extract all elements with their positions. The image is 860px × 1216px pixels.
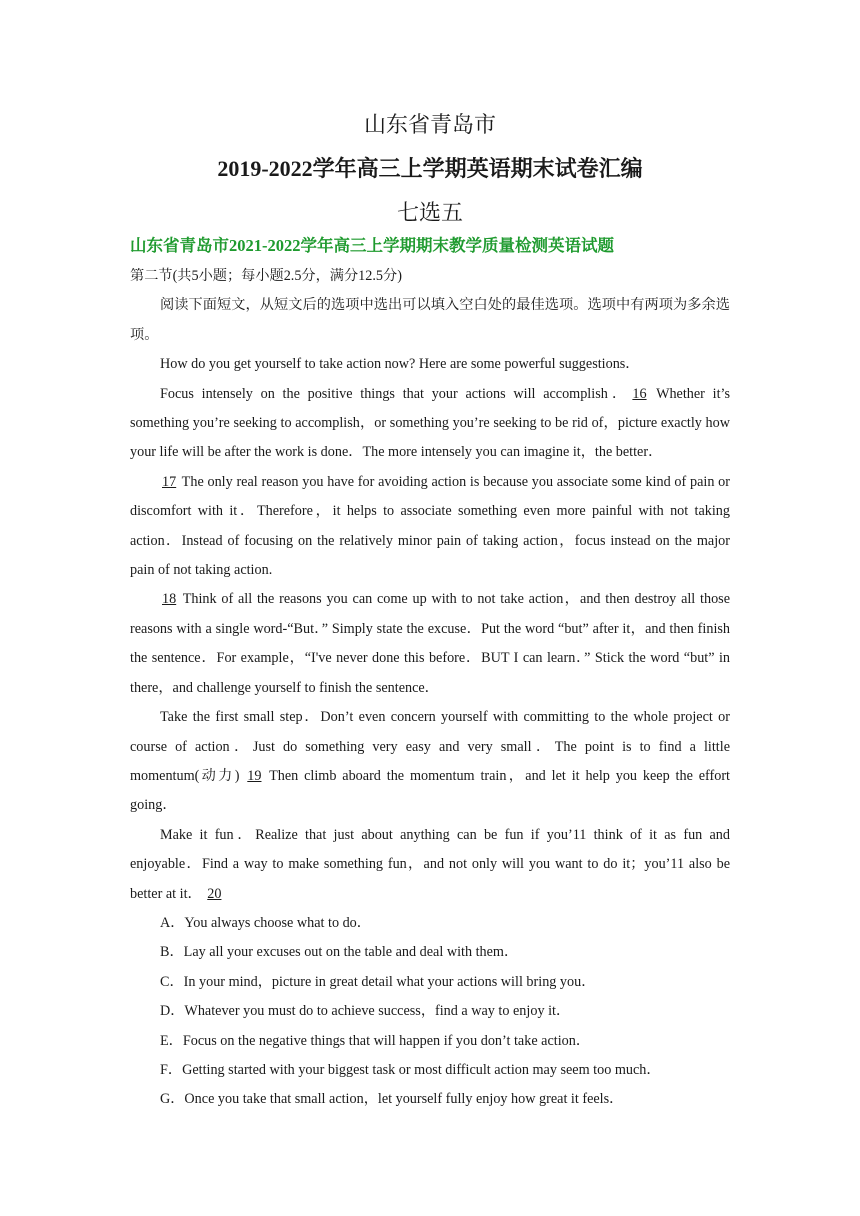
- paragraph-text: Focus intensely on the positive things that your actions will accomplish．: [160, 385, 631, 402]
- question-body: [130, 262, 730, 1115]
- answer-blank-18: 18: [162, 591, 177, 608]
- paragraph-text: Take the first small step．Don’t even concern yourself with committing to the whole project or course of action．Just do something very easy and very small．The point is to find a little momentum(动力): [130, 709, 730, 784]
- instruction-text: 阅读下面短文，从短文后的选项中选出可以填入空白处的最佳选项。选项中有两项为多余选项。: [130, 297, 730, 343]
- passage-paragraph-4: [130, 585, 730, 703]
- document-header: [0, 103, 860, 235]
- answer-blank-16: 16: [632, 385, 647, 402]
- paragraph-text: The only real reason you have for avoiding action is because you associate some kind of pain or discomfort with it．Therefore，it helps to associate something even more painful with not taking action．Instead of focusing on the relatively minor pain of taking action，focus instead on the major pain of not taking action.: [130, 473, 730, 579]
- passage-paragraph-1: [130, 350, 730, 379]
- option-d: D．Whatever you must do to achieve success，find a way to enjoy it．: [160, 1003, 571, 1020]
- passage-paragraph-2: [130, 380, 730, 468]
- answer-blank-17: 17: [162, 473, 177, 490]
- exam-source-title: 山东省青岛市2021-2022学年高三上学期期末教学质量检测英语试题: [130, 236, 614, 255]
- collection-title: 2019-2022学年高三上学期英语期末试卷汇编: [217, 156, 643, 181]
- paragraph-text: How do you get yourself to take action now? Here are some powerful suggestions．: [160, 356, 640, 373]
- region-title: 山东省青岛市: [363, 112, 496, 137]
- option-c: C．In your mind，picture in great detail what your actions will bring you．: [160, 973, 596, 990]
- paragraph-text: Whether it’s something you’re seeking to accomplish，or something you’re seeking to be rid of，picture exactly how your life will be after the work is done．The more intensely you can imagine it，the better．: [130, 385, 730, 461]
- options-list: [130, 909, 730, 1115]
- passage-paragraph-3: [130, 468, 730, 586]
- answer-blank-19: 19: [247, 767, 262, 784]
- option-a: A．You always choose what to do．: [160, 914, 371, 931]
- option-f: F．Getting started with your biggest task or most difficult action may seem too much．: [160, 1061, 661, 1078]
- option-e: E．Focus on the negative things that will happen if you don’t take action．: [160, 1032, 591, 1049]
- option-g: G．Once you take that small action，let yourself fully enjoy how great it feels．: [160, 1091, 624, 1108]
- paragraph-text: Make it fun．Realize that just about anything can be fun if you’11 think of it as fun and enjoyable．Find a way to make something fun，and not only will you want to do it；you’11 also be better at it．: [130, 826, 730, 902]
- question-type-title: 七选五: [396, 200, 463, 225]
- passage-paragraph-6: [130, 821, 730, 909]
- section-info: 第二节(共5小题；每小题2.5分，满分12.5分): [130, 268, 402, 284]
- paragraph-text: Think of all the reasons you can come up with to not take action，and then destroy all those reasons with a single word-“But．” Simply state the excuse．Put the word “but” after it，and then finish the sentence．For example，“I've never done this before．BUT I can learn．” Stick the word “but” in there，and challenge yourself to finish the sentence．: [130, 591, 730, 696]
- answer-blank-20: 20: [207, 885, 222, 902]
- passage-paragraph-5: [130, 703, 730, 821]
- paragraph-text: Then climb aboard the momentum train，and let it help you keep the effort going．: [130, 767, 730, 814]
- option-b: B．Lay all your excuses out on the table and deal with them．: [160, 944, 519, 961]
